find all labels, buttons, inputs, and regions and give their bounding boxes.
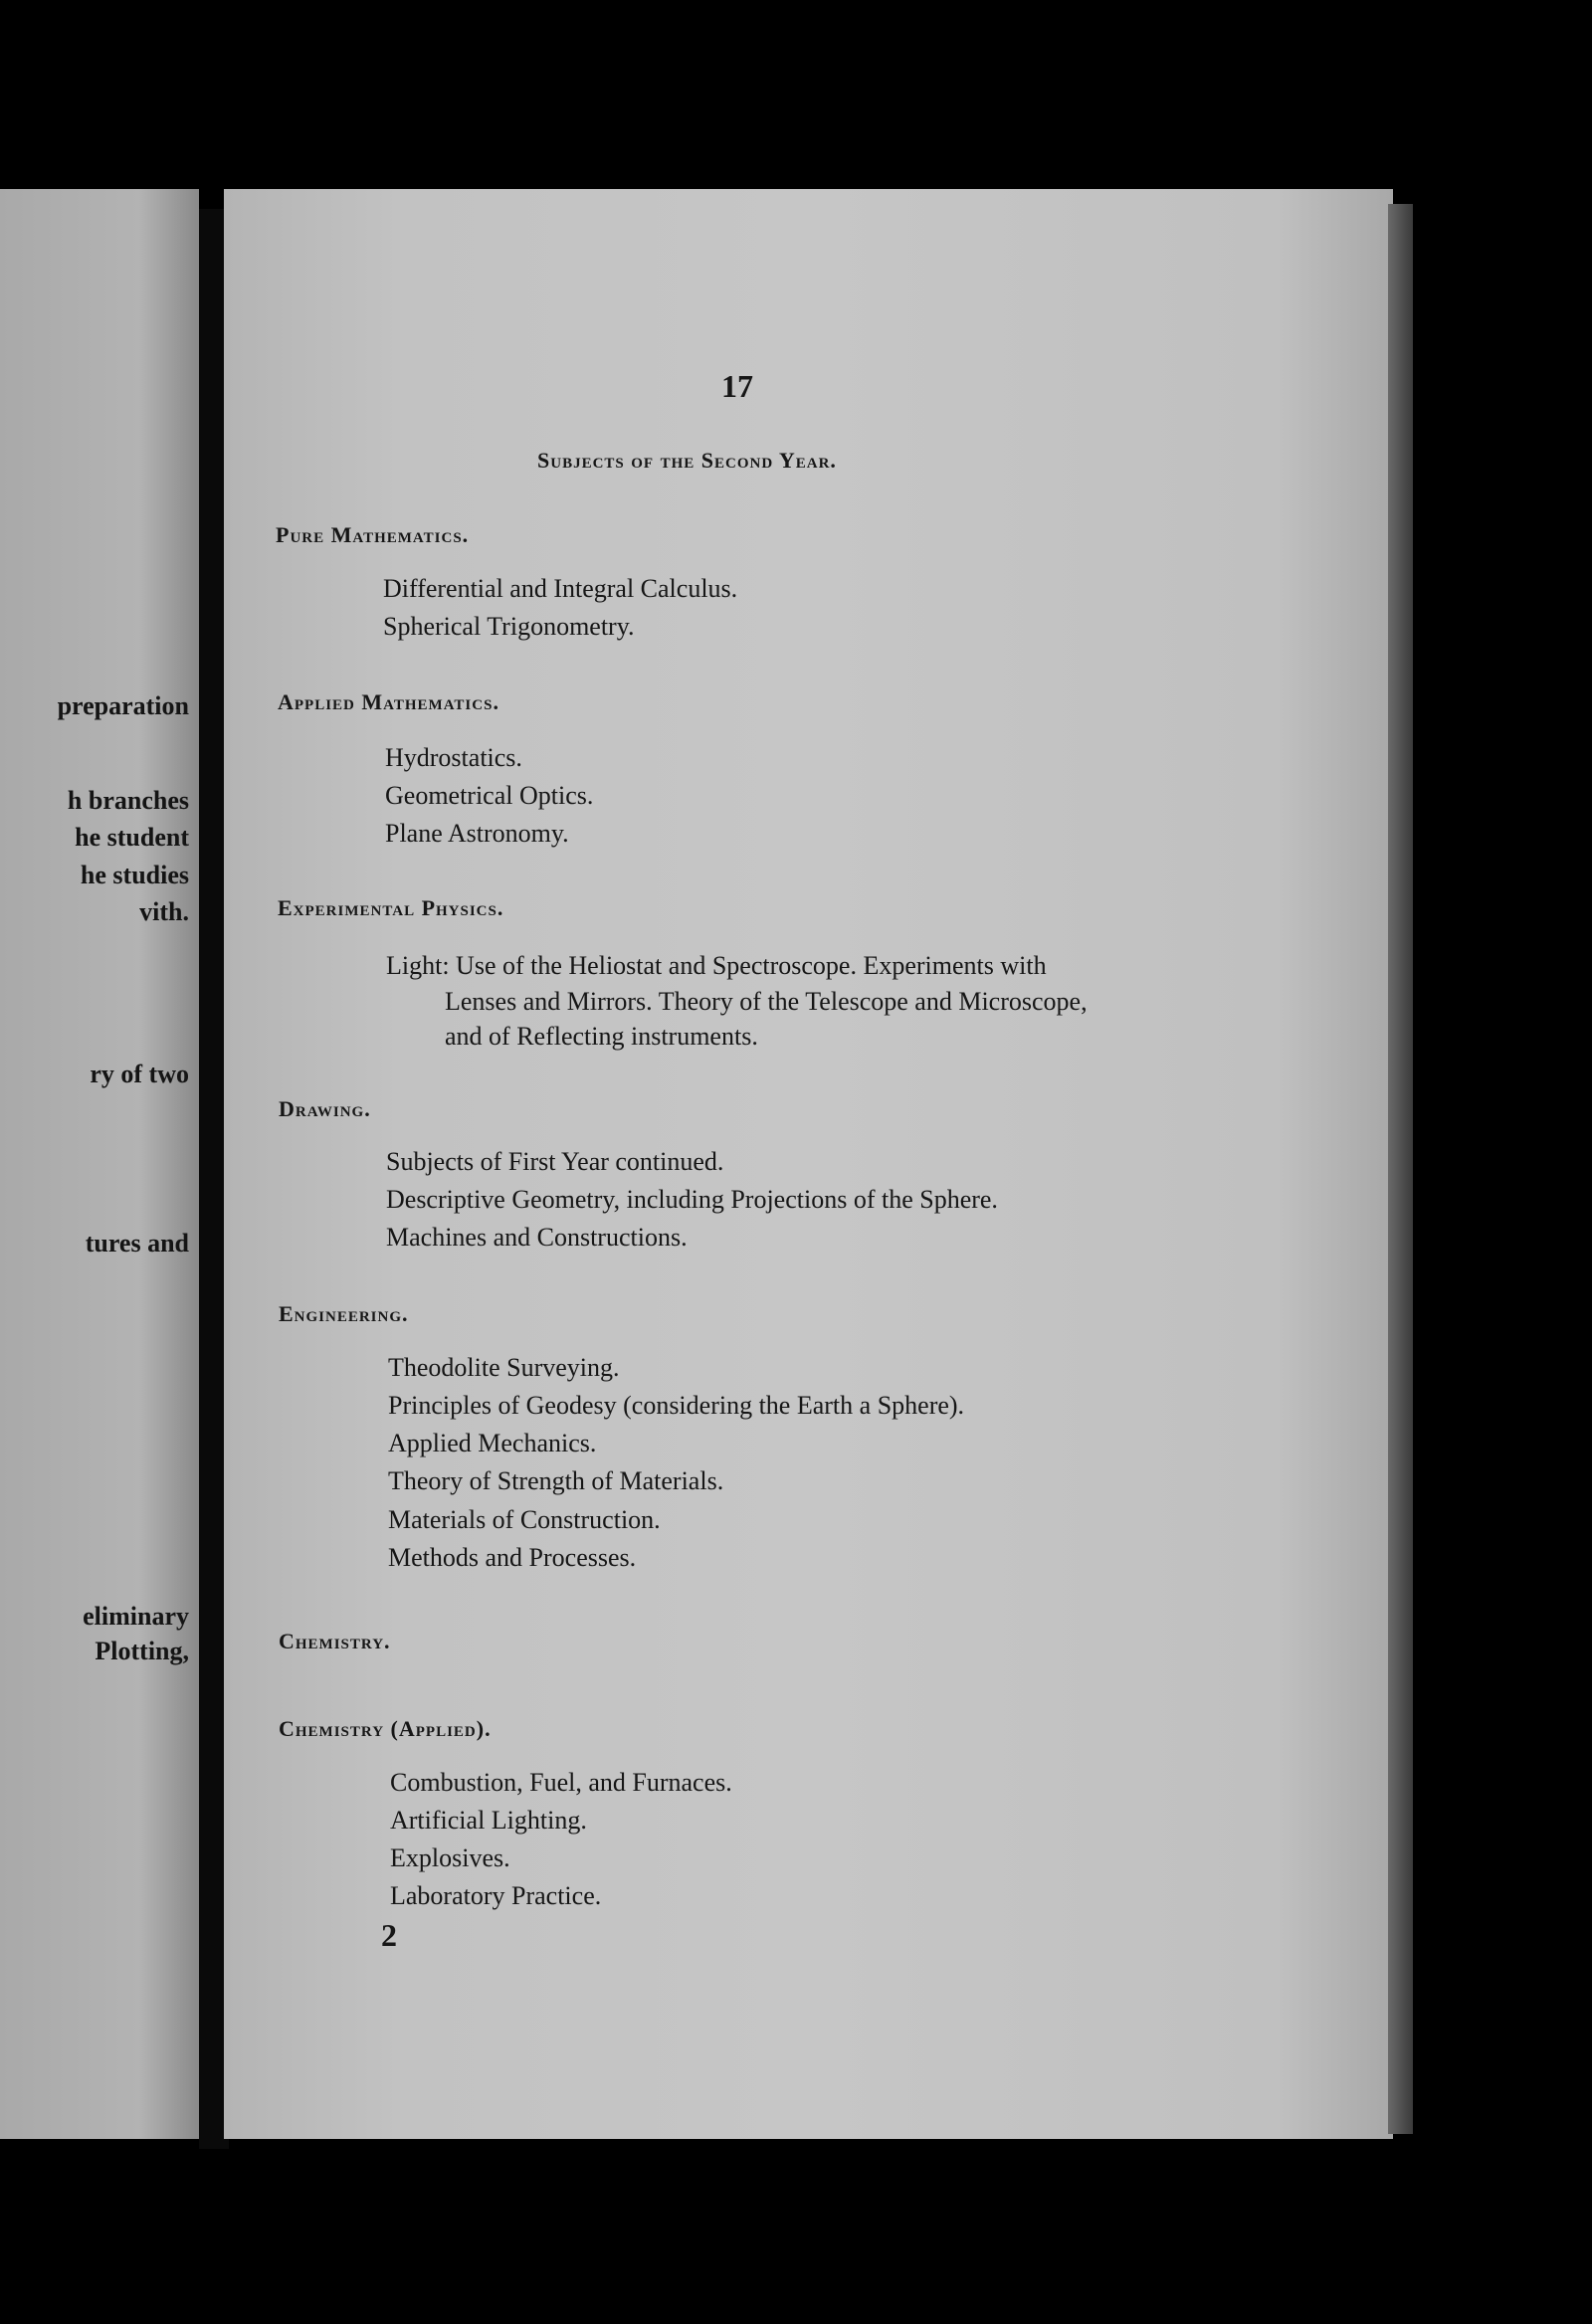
left-page [0, 189, 199, 2139]
list-item: Principles of Geodesy (considering the Earth a Sphere). [388, 1391, 965, 1420]
left-page-line: ry of two [90, 1060, 189, 1088]
left-page-line: he studies [80, 861, 189, 889]
left-page-line: eliminary [83, 1602, 189, 1631]
page-title: Subjects of the Second Year. [537, 448, 837, 473]
list-item: and of Reflecting instruments. [445, 1022, 758, 1051]
page-number: 17 [721, 368, 753, 404]
section-heading: Experimental Physics. [278, 895, 504, 920]
section-heading: Pure Mathematics. [276, 522, 470, 547]
list-item: Plane Astronomy. [385, 819, 569, 848]
list-item: Lenses and Mirrors. Theory of the Telescope and Microscope, [445, 987, 1088, 1016]
section-heading: Applied Mathematics. [278, 689, 499, 714]
right-page [224, 189, 1393, 2139]
list-item: Theory of Strength of Materials. [388, 1466, 724, 1495]
signature-mark: 2 [381, 1917, 397, 1953]
left-page-line: h branches [67, 786, 189, 815]
list-item: Theodolite Surveying. [388, 1353, 620, 1382]
section-heading: Chemistry (Applied). [279, 1716, 492, 1741]
left-page-line: vith. [139, 897, 189, 926]
left-page-line: Plotting, [95, 1637, 189, 1665]
list-item: Hydrostatics. [385, 743, 522, 772]
list-item: Machines and Constructions. [386, 1223, 688, 1252]
list-item: Descriptive Geometry, including Projections of the Sphere. [386, 1185, 998, 1214]
list-item: Differential and Integral Calculus. [383, 574, 738, 603]
list-item: Combustion, Fuel, and Furnaces. [390, 1768, 732, 1797]
list-item: Laboratory Practice. [390, 1881, 602, 1910]
list-item: Explosives. [390, 1843, 510, 1872]
list-item: Geometrical Optics. [385, 781, 594, 810]
list-item: Light: Use of the Heliostat and Spectroscope. Experiments with [386, 951, 1047, 980]
section-heading: Drawing. [279, 1096, 371, 1121]
list-item: Subjects of First Year continued. [386, 1147, 724, 1176]
list-item: Applied Mechanics. [388, 1429, 597, 1457]
page-edge [1388, 204, 1413, 2134]
left-page-line: he student [75, 823, 189, 852]
list-item: Artificial Lighting. [390, 1806, 587, 1835]
list-item: Spherical Trigonometry. [383, 612, 635, 641]
left-page-line: tures and [85, 1229, 189, 1258]
section-heading: Chemistry. [279, 1629, 391, 1653]
left-page-line: preparation [57, 691, 189, 720]
list-item: Methods and Processes. [388, 1543, 637, 1572]
section-heading: Engineering. [279, 1301, 409, 1326]
list-item: Materials of Construction. [388, 1505, 661, 1534]
